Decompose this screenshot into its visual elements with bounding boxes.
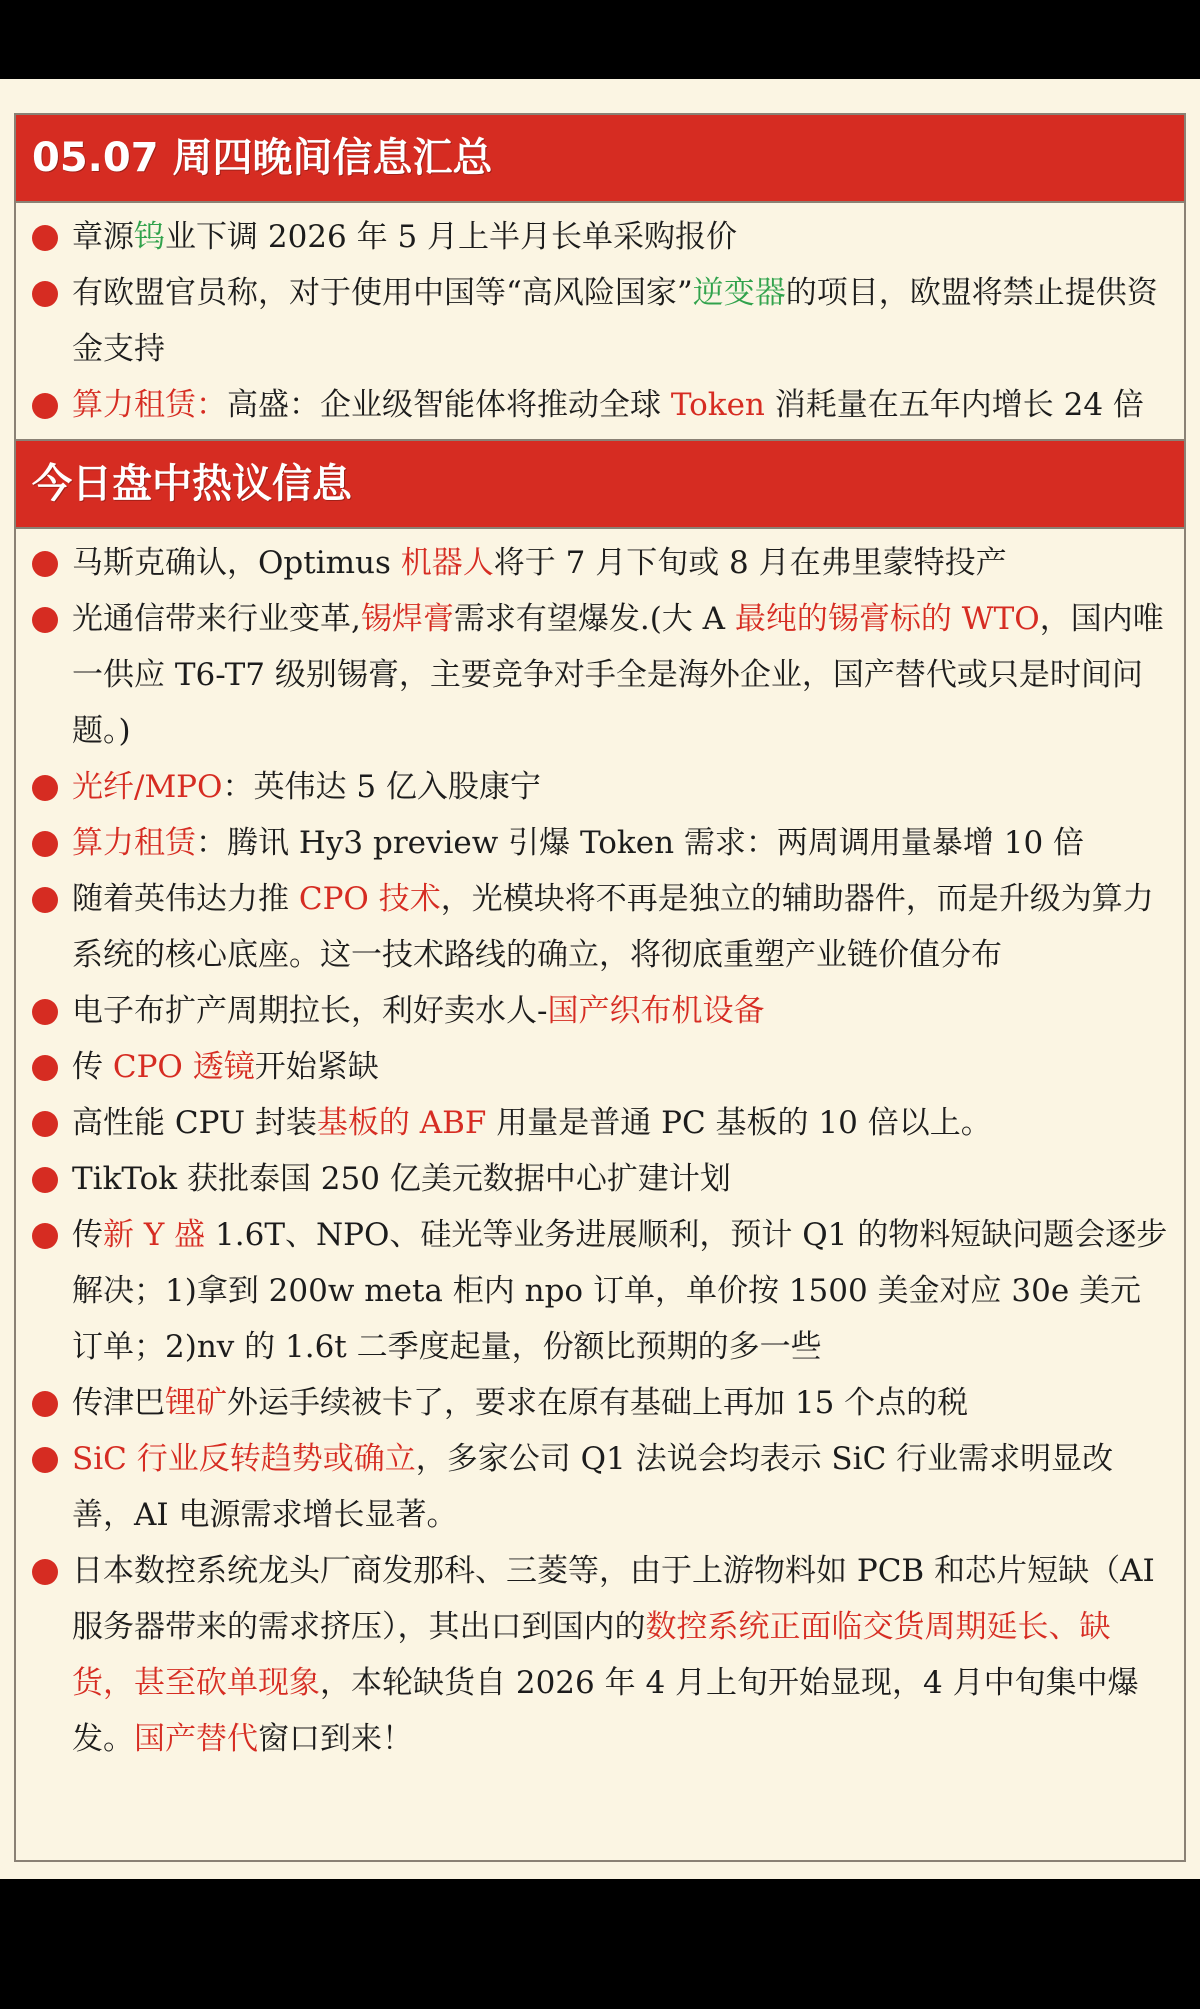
item-text: 马斯克确认，Optimus bbox=[72, 545, 401, 581]
highlight-text: 光纤/MPO bbox=[72, 769, 223, 805]
highlight-text: SiC 行业反转趋势或确立 bbox=[72, 1441, 416, 1477]
section-title: 05.07 周四晚间信息汇总 bbox=[16, 115, 1184, 203]
bottom-black-bar bbox=[0, 1879, 1200, 2009]
top-black-bar bbox=[0, 0, 1200, 79]
bullet-dot-icon bbox=[32, 607, 58, 633]
highlight-text: CPO 技术 bbox=[298, 881, 441, 917]
item-text: 用量是普通 PC 基板的 10 倍以上。 bbox=[486, 1105, 992, 1141]
highlight-text: 最纯的锡膏标的 WTO bbox=[734, 601, 1040, 637]
bullet-dot-icon bbox=[32, 999, 58, 1025]
item-text: 1.6T、NPO、硅光等业务进展顺利，预计 Q1 的物料短缺问题会逐步解决；1)拿到 200w meta 柜内 npo 订单，单价按 1500 美金对应 30e 美元订单；2)nv 的 1.6t 二季度起量，份额比预期的多一些 bbox=[72, 1217, 1168, 1365]
content-frame bbox=[14, 113, 1186, 1862]
highlight-text: Token bbox=[670, 387, 765, 423]
bullet-dot-icon bbox=[32, 1111, 58, 1137]
news-item bbox=[32, 1095, 1172, 1151]
item-text: TikTok 获批泰国 250 亿美元数据中心扩建计划 bbox=[72, 1161, 731, 1197]
section-title: 今日盘中热议信息 bbox=[16, 439, 1184, 529]
item-text: ：腾讯 Hy3 preview 引爆 Token 需求：两周调用量暴增 10 倍 bbox=[196, 825, 1085, 861]
item-text: 高盛：企业级智能体将推动全球 bbox=[227, 387, 671, 423]
highlight-text: 算力租赁： bbox=[72, 387, 227, 423]
item-text: 窗口到来！ bbox=[258, 1721, 413, 1757]
item-text: 业下调 2026 年 5 月上半月长单采购报价 bbox=[165, 219, 738, 255]
item-text: 有欧盟官员称，对于使用中国等“高风险国家” bbox=[72, 275, 693, 311]
item-text: 需求有望爆发.(大 A bbox=[453, 601, 735, 637]
highlight-text: 新 Y 盛 bbox=[103, 1217, 206, 1253]
item-text: 电子布扩产周期拉长，利好卖水人- bbox=[72, 993, 548, 1029]
item-text: 章源 bbox=[72, 219, 134, 255]
news-item bbox=[32, 815, 1172, 871]
highlight-text: 算力租赁 bbox=[72, 825, 196, 861]
highlight-text: 数控系统正面临交货周期延长、缺货，甚至砍单现象 bbox=[72, 1609, 1111, 1701]
news-item bbox=[32, 983, 1172, 1039]
bullet-dot-icon bbox=[32, 1167, 58, 1193]
bullet-dot-icon bbox=[32, 225, 58, 251]
item-text: 日本数控系统龙头厂商发那科、三菱等，由于上游物料如 PCB 和芯片短缺（AI 服务器带来的需求挤压），其出口到国内的 bbox=[72, 1553, 1155, 1645]
news-item bbox=[32, 377, 1172, 433]
item-text: ，国内唯一供应 T6-T7 级别锡膏，主要竞争对手全是海外企业，国产替代或只是时间问题。) bbox=[72, 601, 1164, 749]
item-text: ：英伟达 5 亿入股康宁 bbox=[222, 769, 541, 805]
news-item bbox=[32, 1375, 1172, 1431]
bullet-dot-icon bbox=[32, 1223, 58, 1249]
item-text: 传 bbox=[72, 1217, 103, 1253]
bullet-dot-icon bbox=[32, 393, 58, 419]
item-text: ，多家公司 Q1 法说会均表示 SiC 行业需求明显改善，AI 电源需求增长显著。 bbox=[72, 1441, 1114, 1533]
item-text: 随着英伟达力推 bbox=[72, 881, 299, 917]
news-item bbox=[32, 1543, 1172, 1767]
highlight-text: CPO 透镜 bbox=[112, 1049, 255, 1085]
highlight-text: 国产织布机设备 bbox=[547, 993, 765, 1029]
news-item bbox=[32, 759, 1172, 815]
highlight-text: 基板的 ABF bbox=[316, 1105, 487, 1141]
item-text: 传津巴 bbox=[72, 1385, 165, 1421]
item-text: 的项目，欧盟将禁止提供资金支持 bbox=[72, 275, 1158, 367]
news-item bbox=[32, 265, 1172, 377]
item-text: 消耗量在五年内增长 24 倍 bbox=[764, 387, 1144, 423]
highlight-text: 锂矿 bbox=[165, 1385, 227, 1421]
item-text: 传 bbox=[72, 1049, 113, 1085]
bullet-dot-icon bbox=[32, 775, 58, 801]
news-list bbox=[16, 203, 1184, 439]
section-intraday-hot-topics bbox=[16, 439, 1184, 1773]
news-item bbox=[32, 535, 1172, 591]
highlight-text: 逆变器 bbox=[692, 275, 786, 311]
bullet-dot-icon bbox=[32, 1391, 58, 1417]
bullet-dot-icon bbox=[32, 887, 58, 913]
highlight-text: 国产替代 bbox=[134, 1721, 258, 1757]
info-card bbox=[0, 79, 1200, 1879]
news-item bbox=[32, 591, 1172, 759]
item-text: 光通信带来行业变革, bbox=[72, 601, 361, 637]
bullet-dot-icon bbox=[32, 551, 58, 577]
item-text: ，光模块将不再是独立的辅助器件，而是升级为算力系统的核心底座。这一技术路线的确立，将彻底重塑产业链价值分布 bbox=[72, 881, 1154, 973]
highlight-text: 锡焊膏 bbox=[360, 601, 454, 637]
bullet-dot-icon bbox=[32, 1447, 58, 1473]
item-text: 外运手续被卡了，要求在原有基础上再加 15 个点的税 bbox=[227, 1385, 969, 1421]
bullet-dot-icon bbox=[32, 281, 58, 307]
highlight-text: 机器人 bbox=[400, 545, 494, 581]
item-text: 将于 7 月下旬或 8 月在弗里蒙特投产 bbox=[493, 545, 1007, 581]
highlight-text: 钨 bbox=[134, 219, 165, 255]
news-item bbox=[32, 1039, 1172, 1095]
news-list bbox=[16, 529, 1184, 1773]
item-text: 高性能 CPU 封装 bbox=[72, 1105, 317, 1141]
bullet-dot-icon bbox=[32, 1559, 58, 1585]
news-item bbox=[32, 1431, 1172, 1543]
news-item bbox=[32, 871, 1172, 983]
section-evening-summary bbox=[16, 115, 1184, 439]
news-item bbox=[32, 1207, 1172, 1375]
news-item bbox=[32, 209, 1172, 265]
item-text: ，本轮缺货自 2026 年 4 月上旬开始显现，4 月中旬集中爆发。 bbox=[72, 1665, 1139, 1757]
bullet-dot-icon bbox=[32, 1055, 58, 1081]
item-text: 开始紧缺 bbox=[254, 1049, 379, 1085]
bullet-dot-icon bbox=[32, 831, 58, 857]
news-item bbox=[32, 1151, 1172, 1207]
